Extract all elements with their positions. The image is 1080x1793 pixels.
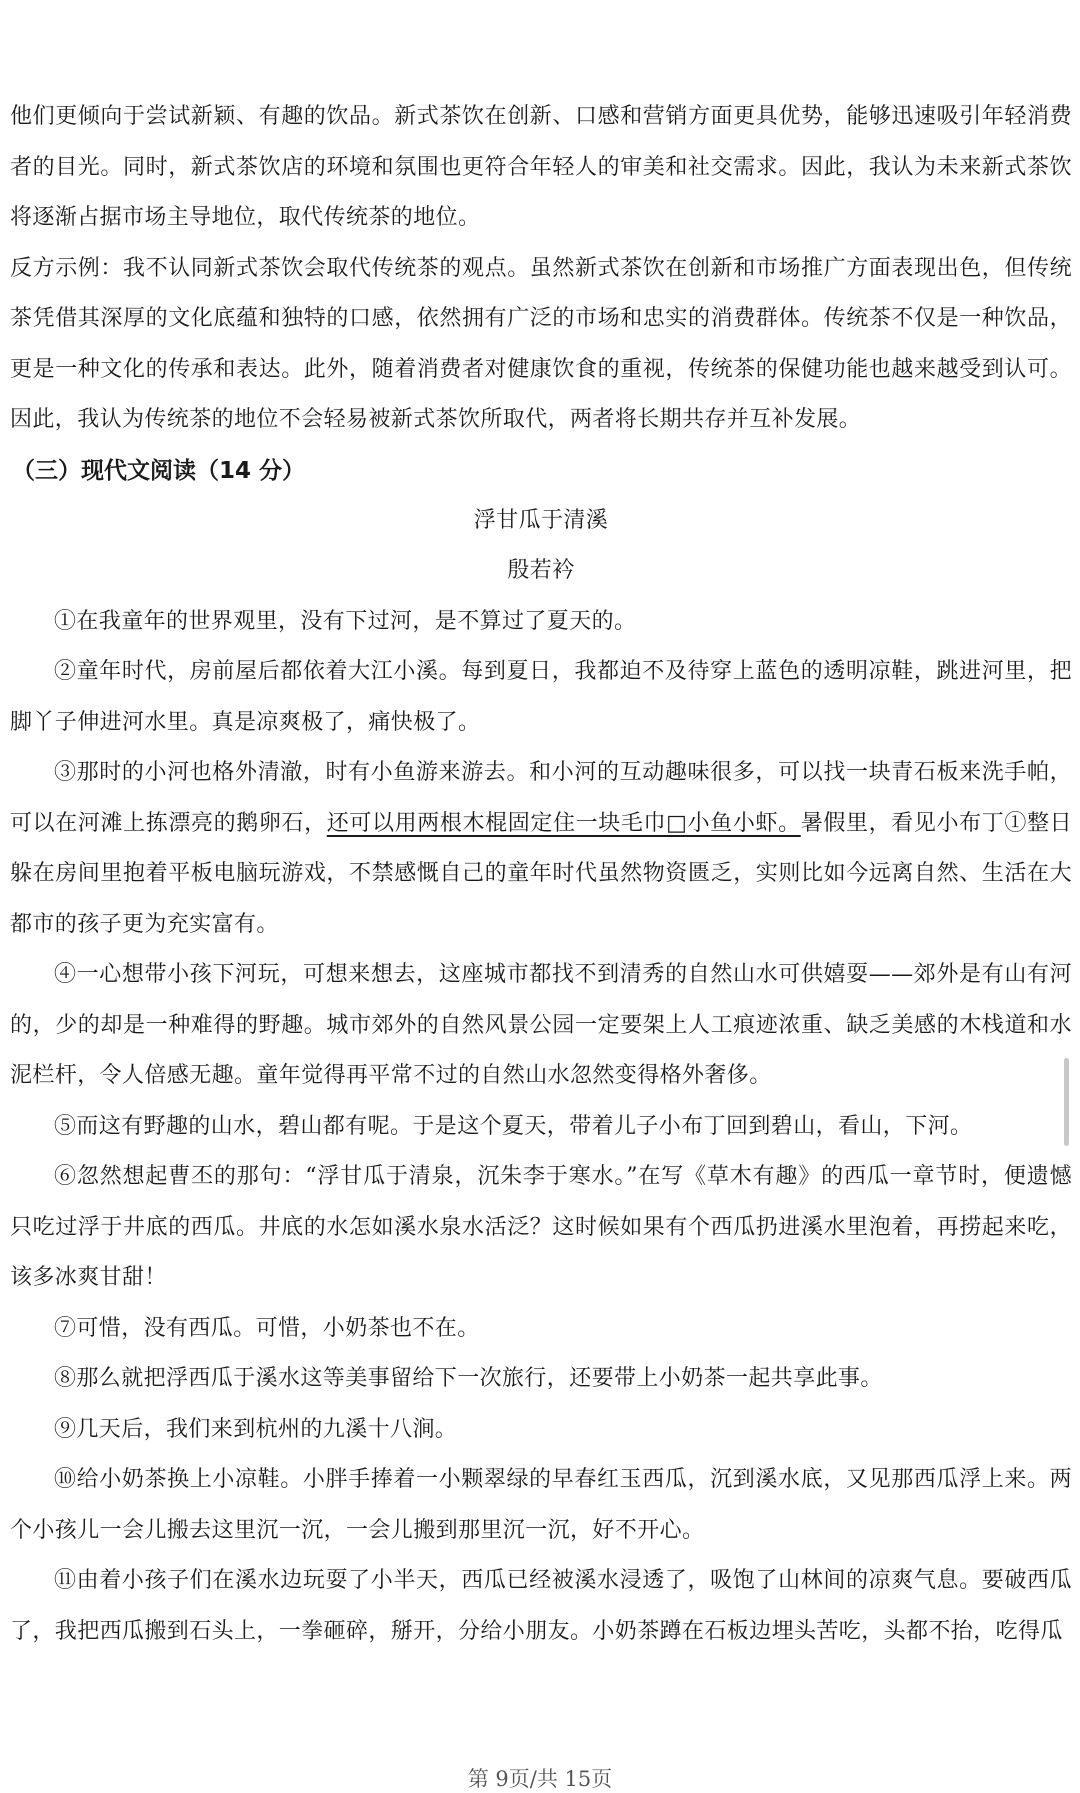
article-paragraph-3: [10, 748, 1072, 950]
section-heading: （三）现代文阅读（14 分）: [12, 457, 306, 484]
article-paragraph-6: ⑥忽然想起曹丕的那句：“浮甘瓜于清泉，沉朱李于寒水。”在写《草木有趣》的西瓜一章节时，便遗憾只吃过浮于井底的西瓜。井底的水怎如溪水泉水活泛？这时候如果有个西瓜扔进溪水里泡着，再捞起来吃，该多冰爽甘甜！: [10, 1164, 1072, 1290]
intro-paragraph-2: 反方示例：我不认同新式茶饮会取代传统茶的观点。虽然新式茶饮在创新和市场推广方面表现出色，但传统茶凭借其深厚的文化底蕴和独特的口感，依然拥有广泛的市场和忠实的消费群体。传统茶不仅是一种饮品，更是一种文化的传承和表达。此外，随着消费者对健康饮食的重视，传统茶的保健功能也越来越受到认可。因此，我认为传统茶的地位不会轻易被新式茶饮所取代，两者将长期共存并互补发展。: [10, 255, 1072, 432]
page-content: [10, 92, 1072, 1657]
article-paragraph-10: ⑩给小奶茶换上小凉鞋。小胖手捧着一小颗翠绿的早春红玉西瓜，沉到溪水底，又见那西瓜浮上来。两个小孩儿一会儿搬去这里沉一沉，一会儿搬到那里沉一沉，好不开心。: [10, 1467, 1072, 1543]
article-paragraph-1: ①在我童年的世界观里，没有下过河，是不算过了夏天的。: [54, 608, 637, 634]
article-paragraph-5: ⑤而这有野趣的山水，碧山都有呢。于是这个夏天，带着儿子小布丁回到碧山，看山，下河。: [54, 1113, 973, 1139]
article-paragraph-11: ⑪由着小孩子们在溪水边玩耍了小半天，西瓜已经被溪水浸透了，吸饱了山林间的凉爽气息。要破西瓜了，我把西瓜搬到石头上，一拳砸碎，掰开，分给小朋友。小奶茶蹲在石板边埋头苦吃，头都不抬，吃得瓜: [10, 1568, 1072, 1644]
paragraph-3-tail: 暑假里，看见小布丁①整日躲在房间里抱着平板电脑玩游戏，不禁感慨自己的童年时代虽然物资匮乏，实则比如今远离自然、生活在大都市的孩子更为充实富有。: [10, 810, 1072, 937]
scrollbar-thumb[interactable]: [1064, 1058, 1069, 1146]
article-paragraph-7: ⑦可惜，没有西瓜。可惜，小奶茶也不在。: [54, 1315, 480, 1341]
article-title: 浮甘瓜于清溪: [473, 507, 609, 533]
article-paragraph-2: ②童年时代，房前屋后都依着大江小溪。每到夏日，我都迫不及待穿上蓝色的透明凉鞋，跳进河里，把脚丫子伸进河水里。真是凉爽极了，痛快极了。: [10, 659, 1072, 735]
article-paragraph-4: ④一心想带小孩下河玩，可想来想去，这座城市都找不到清秀的自然山水可供嬉耍——郊外是有山有河的，少的却是一种难得的野趣。城市郊外的自然风景公园一定要架上人工痕迹浓重、缺乏美感的木栈道和水泥栏杆，令人倍感无趣。童年觉得再平常不过的自然山水忽然变得格外奢侈。: [10, 962, 1072, 1088]
article-author: 殷若衿: [507, 558, 575, 583]
page-number: 第 9页/共 15页: [467, 1767, 613, 1791]
article-paragraph-9: ⑨几天后，我们来到杭州的九溪十八涧。: [54, 1416, 458, 1442]
intro-paragraph-1: 他们更倾向于尝试新颖、有趣的饮品。新式茶饮在创新、口感和营销方面更具优势，能够迅速吸引年轻消费者的目光。同时，新式茶饮店的环境和氛围也更符合年轻人的审美和社交需求。因此，我认为未来新式茶饮将逐渐占据市场主导地位，取代传统茶的地位。: [10, 104, 1072, 230]
paragraph-3-lead: ③那时的小河也格外清澈，时有小鱼游来游去。和小河的互动趣味很多，可以找一块青石板来洗手帕，可以在河滩上拣漂亮的鹅卵石，: [10, 760, 1072, 836]
underlined-sentence: 还可以用两根木棍固定住一块毛巾□小鱼小虾。: [326, 810, 801, 836]
article-paragraph-8: ⑧那么就把浮西瓜于溪水这等美事留给下一次旅行，还要带上小奶茶一起共享此事。: [54, 1366, 883, 1391]
